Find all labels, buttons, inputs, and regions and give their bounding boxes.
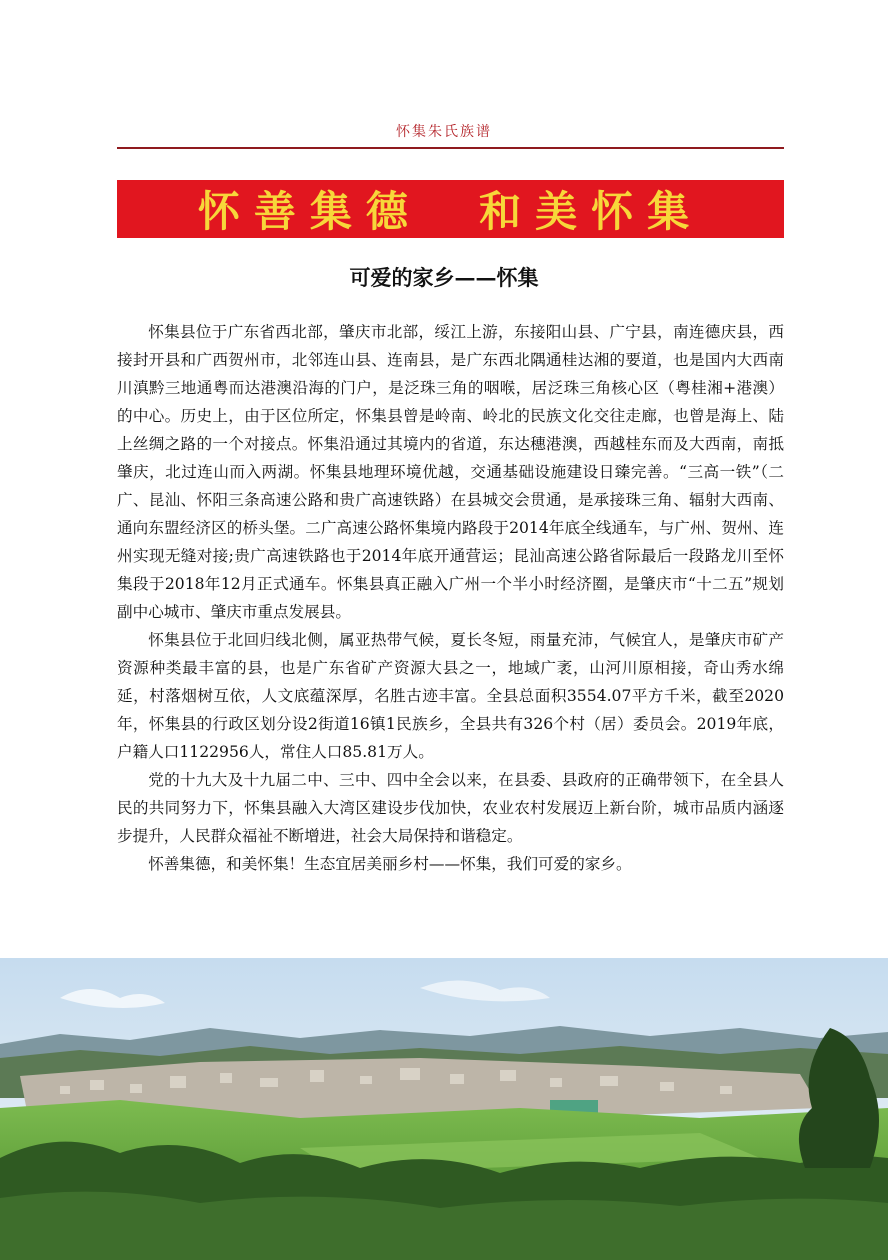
panorama-illustration <box>0 958 888 1260</box>
article-body <box>117 318 784 878</box>
slogan-banner <box>117 180 784 238</box>
running-header: 怀集朱氏族谱 <box>396 124 492 140</box>
paragraph: 党的十九大及十九届二中、三中、四中全会以来，在县委、县政府的正确带领下，在全县人民的共同努力下，怀集县融入大湾区建设步伐加快，农业农村发展迈上新台阶，城市品质内涵逐步提升，人民群众福祉不断增进，社会大局保持和谐稳定。 <box>117 771 784 845</box>
county-panorama-photo <box>0 958 888 1260</box>
banner-slogan: 怀善集德 和美怀集 <box>197 187 704 236</box>
header-rule <box>117 147 784 149</box>
paragraph: 怀集县位于广东省西北部，肇庆市北部，绥江上游，东接阳山县、广宁县，南连德庆县，西接封开县和广西贺州市，北邻连山县、连南县，是广东西北隅通桂达湘的要道，也是国内大西南川滇黔三地通粤而达港澳沿海的门户，是泛珠三角的咽喉，居泛珠三角核心区（粤桂湘+港澳）的中心。历史上，由于区位所定，怀集县曾是岭南、岭北的民族文化交往走廊，也曾是海上、陆上丝绸之路的一个对接点。怀集沿通过其境内的省道，东达穗港澳，西越桂东而及大西南，南抵肇庆，北过连山而入两湖。怀集县地理环境优越，交通基础设施建设日臻完善。“三高一铁”（二广、昆汕、怀阳三条高速公路和贵广高速铁路）在县城交会贯通，是承接珠三角、辐射大西南、通向东盟经济区的桥头堡。二广高速公路怀集境内路段于2014年底全线通车，与广州、贺州、连州实现无缝对接;贵广高速铁路也于2014年底开通营运；昆汕高速公路省际最后一段路龙川至怀集段于2018年12月正式通车。怀集县真正融入广州一个半小时经济圈，是肇庆市“十二五”规划副中心城市、肇庆市重点发展县。 <box>117 323 784 621</box>
paragraph: 怀集县位于北回归线北侧，属亚热带气候，夏长冬短，雨量充沛，气候宜人，是肇庆市矿产资源种类最丰富的县，也是广东省矿产资源大县之一，地域广袤，山河川原相接，奇山秀水绵延，村落烟树互依，人文底蕴深厚，名胜古迹丰富。全县总面积3554.07平方千米，截至2020年，怀集县的行政区划分设2街道16镇1民族乡，全县共有326个村（居）委员会。2019年底，户籍人口1122956人，常住人口85.81万人。 <box>117 631 784 761</box>
paragraph: 怀善集德，和美怀集！生态宜居美丽乡村——怀集，我们可爱的家乡。 <box>148 855 632 873</box>
article-title: 可爱的家乡——怀集 <box>349 265 539 290</box>
